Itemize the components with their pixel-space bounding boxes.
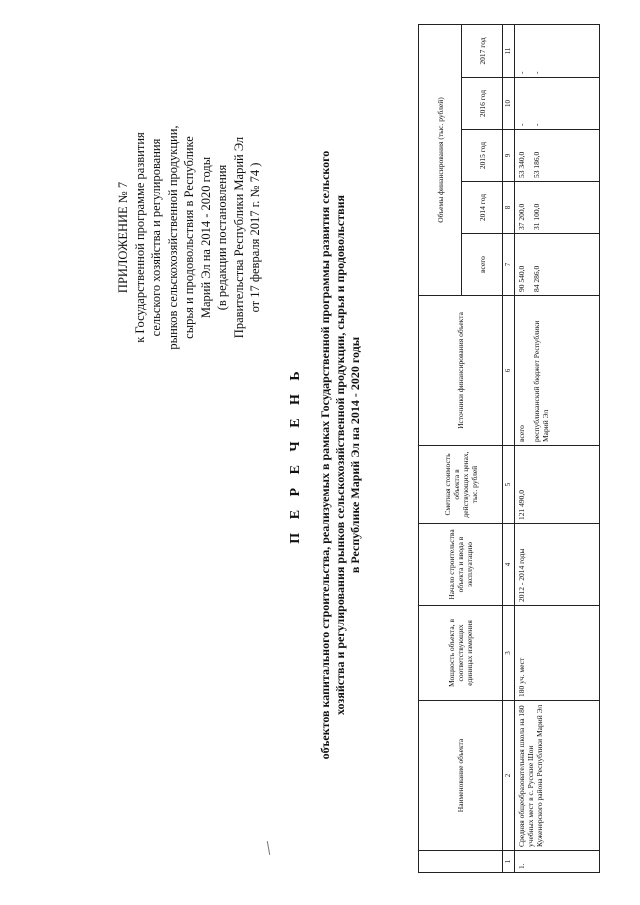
header-object-name: Наименование объекта bbox=[419, 701, 503, 851]
funding-total bbox=[515, 234, 600, 296]
column-numbers-row bbox=[503, 24, 515, 872]
appendix-line: сырья и продовольствия в Республике bbox=[182, 136, 196, 339]
funding-2016 bbox=[515, 78, 600, 130]
appendix-line: от 17 февраля 2017 г. № 74 ) bbox=[248, 162, 262, 313]
appendix-block bbox=[115, 40, 264, 435]
header-number bbox=[419, 851, 503, 873]
column-number: 2 bbox=[503, 701, 515, 851]
object-cost: 121 490,0 bbox=[515, 446, 600, 524]
header-estimated-cost: Сметная стоимость объекта в действующих ценах, тыс. рублей bbox=[419, 446, 503, 524]
value-2014: 37 200,0 bbox=[517, 203, 526, 230]
title-word: П Е Р Е Ч Е Н Ь bbox=[288, 366, 303, 544]
column-number: 3 bbox=[503, 606, 515, 701]
value-2016: - bbox=[517, 123, 526, 126]
appendix-line: ПРИЛОЖЕНИЕ № 7 bbox=[116, 181, 130, 294]
value-2015: 53 340,0 bbox=[517, 151, 526, 178]
header-capacity: Мощность объекта, в соответствующих единицах измерения bbox=[419, 606, 503, 701]
header-2014: 2014 год bbox=[462, 182, 503, 234]
title-line: объектов капитального строительства, реализуемых в рамках Государственной программы развития сельского bbox=[318, 150, 332, 760]
header-2015: 2015 год bbox=[462, 130, 503, 182]
appendix-line: Правительства Республики Марий Эл bbox=[231, 136, 246, 339]
column-number: 6 bbox=[503, 296, 515, 446]
funding-sources bbox=[515, 296, 600, 446]
object-period: 2012 - 2014 годы bbox=[515, 524, 600, 606]
value-total: 90 540,0 bbox=[517, 265, 526, 292]
value-2016-budget: - bbox=[532, 123, 541, 126]
column-number: 4 bbox=[503, 524, 515, 606]
title-line: хозяйства и регулирования рынков сельскохозяйственной продукции, сырья и продовольствия bbox=[333, 195, 347, 715]
appendix-line: сельского хозяйства и регулирования bbox=[149, 138, 163, 337]
column-number: 7 bbox=[503, 234, 515, 296]
object-capacity: 180 уч. мест bbox=[515, 606, 600, 701]
appendix-line: к Государственной программе развития bbox=[132, 132, 147, 343]
source-republic-budget: республиканский бюджет Республики Марий Эл bbox=[532, 320, 550, 442]
document-page bbox=[10, 15, 610, 895]
column-number: 11 bbox=[503, 24, 515, 77]
funding-2017 bbox=[515, 24, 600, 77]
object-name: Средняя общеобразовательная школа на 180 учебных мест в с. Русские Шои Куженерского района Республики Марий Эл bbox=[515, 701, 600, 851]
value-2014-budget: 31 100,0 bbox=[532, 203, 541, 230]
appendix-line: рынков сельскохозяйственной продукции, bbox=[165, 125, 180, 350]
header-funding-group: Объемы финансирования (тыс. рублей) bbox=[419, 24, 462, 295]
header-sources: Источники финансирования объекта bbox=[419, 296, 503, 446]
row-number: 1. bbox=[515, 851, 600, 873]
funding-2014 bbox=[515, 182, 600, 234]
funding-2015 bbox=[515, 130, 600, 182]
appendix-line: Марий Эл на 2014 - 2020 годы bbox=[198, 156, 213, 319]
column-number: 1 bbox=[503, 851, 515, 873]
appendix-line: (в редакции постановления bbox=[215, 164, 229, 311]
table-row bbox=[515, 24, 600, 872]
column-number: 5 bbox=[503, 446, 515, 524]
document-title bbox=[288, 35, 363, 875]
header-total: всего bbox=[462, 234, 503, 296]
pen-mark bbox=[267, 841, 270, 855]
header-start-period: Начало строительства объекта и ввода в эксплуатацию bbox=[419, 524, 503, 606]
value-2017: - bbox=[517, 71, 526, 74]
value-2015-budget: 53 186,0 bbox=[532, 151, 541, 178]
objects-table bbox=[418, 24, 600, 873]
column-number: 8 bbox=[503, 182, 515, 234]
value-total-budget: 84 286,0 bbox=[532, 265, 541, 292]
header-2017: 2017 год bbox=[462, 24, 503, 77]
value-2017-budget: - bbox=[532, 71, 541, 74]
header-2016: 2016 год bbox=[462, 78, 503, 130]
title-line: в Республике Марий Эл на 2014 - 2020 годы bbox=[348, 336, 362, 574]
source-total: всего bbox=[517, 425, 526, 442]
column-number: 10 bbox=[503, 78, 515, 130]
column-number: 9 bbox=[503, 130, 515, 182]
